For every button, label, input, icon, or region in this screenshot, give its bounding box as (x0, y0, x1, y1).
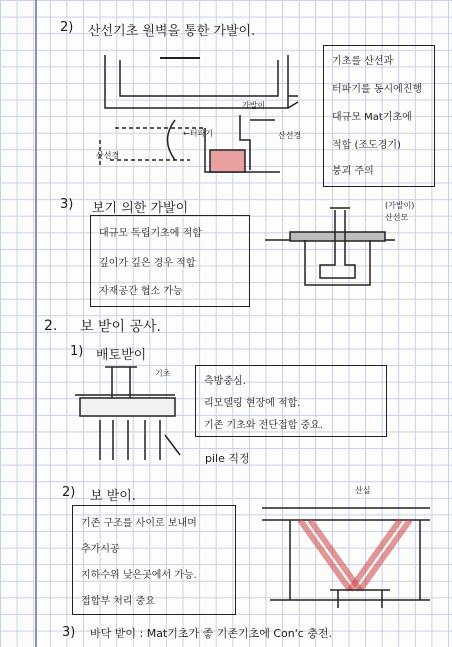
note-box (72, 505, 236, 615)
section-number: 3) (60, 197, 74, 212)
section-title: 보기 의한 가발이 (92, 201, 189, 216)
note-box (90, 215, 250, 307)
label-wall: 산선경 (278, 131, 302, 140)
note-line: 리모델링 현장에 적합. (204, 398, 301, 409)
note-line: 기초를 산선과 (332, 56, 394, 67)
note-line: 적합 (조도경기) (332, 140, 401, 151)
section-text: 바닥 받이 : Mat기초가 좋 기존기초에 Con'c 충전. (90, 627, 333, 640)
note-line: 자재공간 협소 가능 (99, 286, 183, 297)
note-line: 측방중심. (204, 376, 246, 387)
note-line: 대규모 Mat기초에 (332, 112, 412, 123)
note-line: 지하수위 낮은곳에서 가능. (81, 570, 197, 581)
label-tie: 산선모 (385, 213, 409, 222)
section-title: 보 받이. (90, 489, 136, 504)
note-line: 추가시공 (81, 544, 120, 555)
section-number: 2) (62, 485, 76, 500)
label-temp-wall: 가발이 (242, 101, 266, 110)
note-line: 깊이가 깊은 경우 적합 (99, 258, 196, 269)
section-title: 배토받이 (96, 348, 147, 363)
label-temp: (가발이) (385, 201, 415, 210)
label-shoring: 산실 (355, 486, 371, 495)
section-number: 3) (62, 625, 76, 640)
chapter-number: 2. (44, 318, 58, 334)
label-excavation: ←터파기 (183, 129, 213, 138)
note-line: 기존 구조를 사이로 보내며 (81, 518, 197, 529)
label-footing: 기초 (155, 369, 171, 378)
note-line: 접합부 처리 중요 (81, 596, 155, 607)
note-line: 대규모 독립기초에 적합 (99, 228, 202, 239)
note-line: 터파기를 동시에진행 (332, 84, 423, 95)
note-line: 기존 기초와 전단접합 중요. (204, 420, 323, 431)
section-title: 산선기초 원벽을 통한 가발이. (88, 24, 256, 39)
label-column: 산선경 (96, 151, 120, 160)
section-number: 1) (70, 344, 84, 359)
label-pile: pile 직정 (205, 452, 250, 465)
section-number: 2) (60, 20, 74, 35)
note-box (195, 365, 387, 437)
note-line: 붕괴 주의 (332, 166, 374, 177)
chapter-title: 보 받이 공사. (80, 319, 161, 335)
